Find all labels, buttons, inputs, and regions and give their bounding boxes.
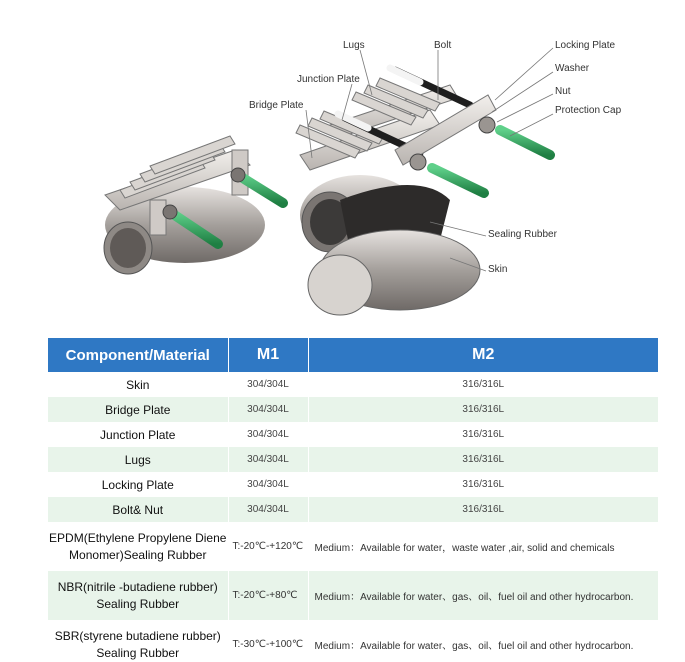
label-sealing-rubber: Sealing Rubber xyxy=(488,229,557,240)
component-cell: Bridge Plate xyxy=(48,397,228,422)
m1-cell: 304/304L xyxy=(228,397,308,422)
label-nut: Nut xyxy=(555,86,571,97)
component-cell: Locking Plate xyxy=(48,472,228,497)
rubber-medium-cell: Medium：Available for water、gas、oil、fuel oil and other hydrocarbon. xyxy=(308,571,658,620)
table-row xyxy=(48,422,658,447)
label-bolt: Bolt xyxy=(434,40,452,51)
header-m1: M1 xyxy=(228,338,308,372)
protection-cap-upper xyxy=(500,130,550,155)
label-bridge-plate: Bridge Plate xyxy=(249,100,304,111)
table-row xyxy=(48,472,658,497)
label-junction-plate: Junction Plate xyxy=(297,74,360,85)
table-header-row xyxy=(48,338,658,372)
m1-cell: 304/304L xyxy=(228,447,308,472)
table-row xyxy=(48,372,658,397)
m2-cell: 316/316L xyxy=(462,379,505,390)
rubber-row-sbr xyxy=(48,620,658,662)
m1-cell: 304/304L xyxy=(228,497,308,522)
protection-cap-lower xyxy=(432,168,484,193)
m2-cell: 316/316L xyxy=(462,479,505,490)
rubber-medium-cell: Medium：Available for water、gas、oil、fuel oil and other hydrocarbon. xyxy=(314,641,634,652)
table-row xyxy=(48,447,658,472)
nut-upper xyxy=(479,117,495,133)
left-bracket-lower xyxy=(150,200,166,235)
header-component: Component/Material xyxy=(48,338,228,372)
component-cell: Bolt& Nut xyxy=(48,497,228,522)
rubber-name-line1: NBR(nitrile -butadiene rubber) xyxy=(57,579,218,594)
material-spec-table xyxy=(48,338,658,662)
m2-cell: 316/316L xyxy=(308,447,658,472)
rubber-name-line1: EPDM(Ethylene Propylene Diene xyxy=(49,530,227,545)
rubber-name-line2: Monomer)Sealing Rubber xyxy=(69,547,207,562)
label-skin: Skin xyxy=(488,264,508,275)
rubber-temp-cell: T:-20℃-+120℃ xyxy=(228,522,308,571)
rubber-row-epdm xyxy=(48,522,658,571)
nut-lower xyxy=(410,154,426,170)
rubber-name-line2: Sealing Rubber xyxy=(96,596,180,611)
label-washer: Washer xyxy=(555,63,590,74)
pipe-clamp-diagram xyxy=(0,0,685,330)
component-cell: Junction Plate xyxy=(48,422,228,447)
m1-cell: 304/304L xyxy=(228,422,308,447)
component-cell: Lugs xyxy=(48,447,228,472)
label-lugs: Lugs xyxy=(343,40,365,51)
label-protection-cap: Protection Cap xyxy=(555,105,622,116)
exploded-clamp xyxy=(296,68,550,315)
m1-cell: 304/304L xyxy=(228,372,308,397)
rubber-name-line2: Sealing Rubber xyxy=(96,645,180,660)
m2-cell: 316/316L xyxy=(462,429,505,440)
rubber-name-cell xyxy=(48,571,228,620)
table-row xyxy=(48,497,658,522)
table-row xyxy=(48,397,658,422)
m2-cell: 316/316L xyxy=(308,397,658,422)
rubber-temp-cell: T:-30℃-+100℃ xyxy=(228,620,308,662)
rubber-name-cell xyxy=(48,620,228,662)
m2-cell: 316/316L xyxy=(308,497,658,522)
rubber-medium-cell: Medium：Available for water，waste water ,air, solid and chemicals xyxy=(314,543,615,554)
rubber-name-cell xyxy=(48,522,228,571)
rubber-temp-cell: T:-20℃-+80℃ xyxy=(228,571,308,620)
assembled-clamp xyxy=(104,136,283,274)
header-m2: M2 xyxy=(308,338,658,372)
m1-cell: 304/304L xyxy=(228,472,308,497)
label-locking-plate: Locking Plate xyxy=(555,40,616,51)
rubber-name-line1: SBR(styrene butadiene rubber) xyxy=(54,628,221,643)
rubber-row-nbr xyxy=(48,571,658,620)
component-cell: Skin xyxy=(48,372,228,397)
